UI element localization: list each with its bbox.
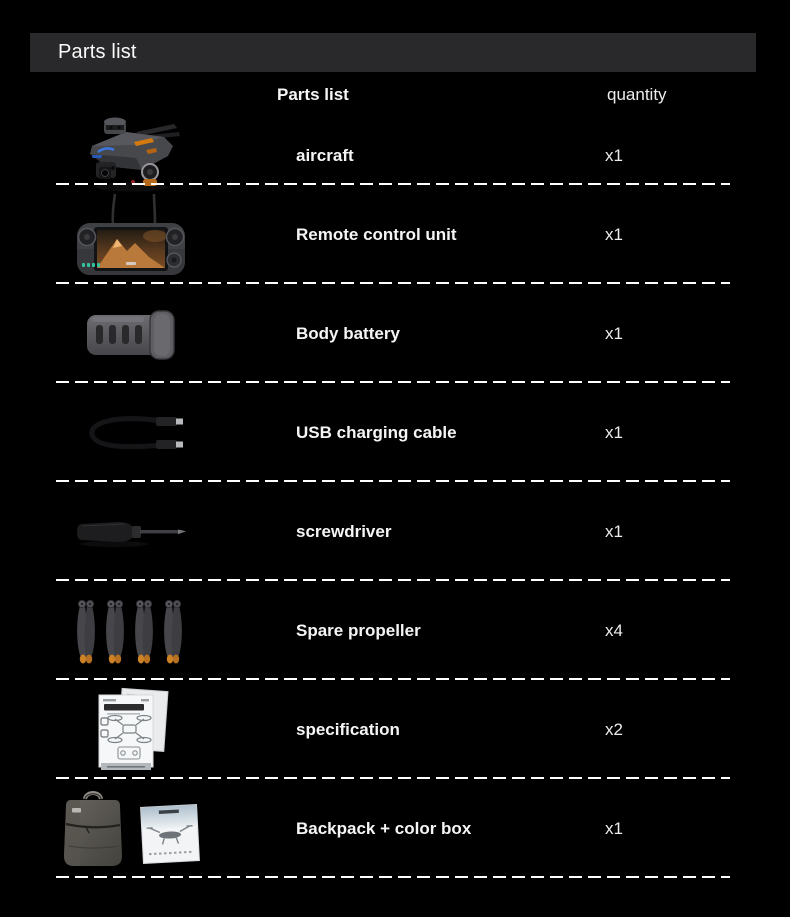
section-title: Parts list bbox=[58, 41, 137, 63]
propellers-photo-icon bbox=[71, 592, 191, 670]
screwdriver-photo-icon bbox=[74, 513, 189, 551]
item-label: Remote control unit bbox=[296, 225, 457, 244]
item-label: aircraft bbox=[296, 146, 354, 165]
item-image-cell bbox=[56, 592, 206, 670]
item-label: Body battery bbox=[296, 323, 400, 343]
remote-control-photo-icon bbox=[71, 193, 191, 285]
item-image-cell bbox=[56, 185, 206, 285]
item-label: screwdriver bbox=[296, 521, 392, 541]
table-row bbox=[56, 581, 730, 680]
item-image-cell bbox=[56, 687, 206, 773]
item-label: Backpack + color box bbox=[296, 818, 472, 838]
item-image-cell bbox=[56, 306, 206, 361]
table-row bbox=[56, 779, 730, 878]
item-image-cell bbox=[56, 513, 206, 551]
item-label: specification bbox=[296, 719, 400, 739]
parts-table bbox=[56, 72, 730, 878]
battery-photo-icon bbox=[84, 306, 179, 361]
table-row bbox=[56, 383, 730, 482]
table-row bbox=[56, 482, 730, 581]
item-label: Spare propeller bbox=[296, 620, 421, 640]
table-row bbox=[56, 680, 730, 779]
item-quantity: x1 bbox=[605, 323, 623, 343]
table-row bbox=[56, 185, 730, 284]
backpack-colorbox-photo-icon bbox=[56, 786, 206, 872]
usb-cable-photo-icon bbox=[79, 409, 184, 457]
item-quantity: x1 bbox=[605, 422, 623, 442]
item-quantity: x2 bbox=[605, 719, 623, 739]
item-image-cell bbox=[56, 409, 206, 457]
item-quantity: x1 bbox=[605, 225, 623, 244]
item-quantity: x1 bbox=[605, 818, 623, 838]
table-row bbox=[56, 284, 730, 383]
quantity-column-header: quantity bbox=[607, 85, 667, 104]
drone-photo-icon bbox=[76, 112, 186, 194]
parts-column-header: Parts list bbox=[277, 85, 349, 104]
item-quantity: x4 bbox=[605, 620, 623, 640]
item-quantity: x1 bbox=[605, 521, 623, 541]
item-label: USB charging cable bbox=[296, 422, 457, 442]
item-image-cell bbox=[56, 786, 206, 872]
item-quantity: x1 bbox=[605, 146, 623, 165]
table-row bbox=[56, 118, 730, 185]
manuals-photo-icon bbox=[92, 687, 170, 773]
item-image-cell bbox=[56, 118, 206, 194]
section-title-bar bbox=[30, 33, 756, 72]
